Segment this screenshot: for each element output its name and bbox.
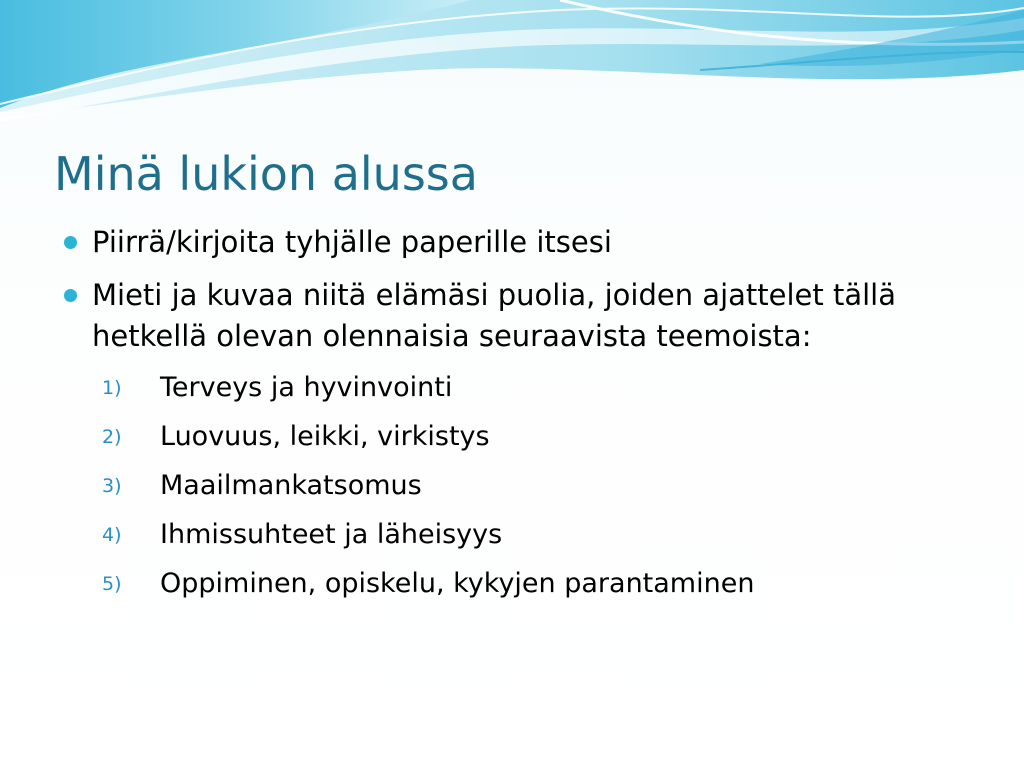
sublist-number: 2) <box>102 426 122 448</box>
sublist-text: Ihmissuhteet ja läheisyys <box>160 519 503 550</box>
sublist-item <box>92 412 982 461</box>
wave-header-decoration <box>0 0 1024 125</box>
sublist-text: Terveys ja hyvinvointi <box>160 372 453 403</box>
bullet-list <box>62 222 982 620</box>
sublist-number: 1) <box>102 377 122 399</box>
sublist-item <box>92 363 982 412</box>
bullet-text: Mieti ja kuvaa niitä elämäsi puolia, joiden ajattelet tällä hetkellä olevan olennaisia seuraavista teemoista: <box>92 278 896 353</box>
slide-title: Minä lukion alussa <box>54 147 478 201</box>
bullet-item <box>62 222 982 263</box>
sublist-number: 5) <box>102 573 122 595</box>
numbered-sublist <box>92 363 982 608</box>
bullet-dot-icon <box>64 289 77 302</box>
sublist-item <box>92 510 982 559</box>
bullet-item <box>62 275 982 608</box>
sublist-number: 4) <box>102 524 122 546</box>
sublist-text: Luovuus, leikki, virkistys <box>160 421 490 452</box>
sublist-item <box>92 461 982 510</box>
sublist-text: Oppiminen, opiskelu, kykyjen parantaminen <box>160 568 755 599</box>
sublist-item <box>92 559 982 608</box>
sublist-number: 3) <box>102 475 122 497</box>
bullet-dot-icon <box>64 236 77 249</box>
bullet-text: Piirrä/kirjoita tyhjälle paperille itsesi <box>92 225 612 259</box>
sublist-text: Maailmankatsomus <box>160 470 422 501</box>
